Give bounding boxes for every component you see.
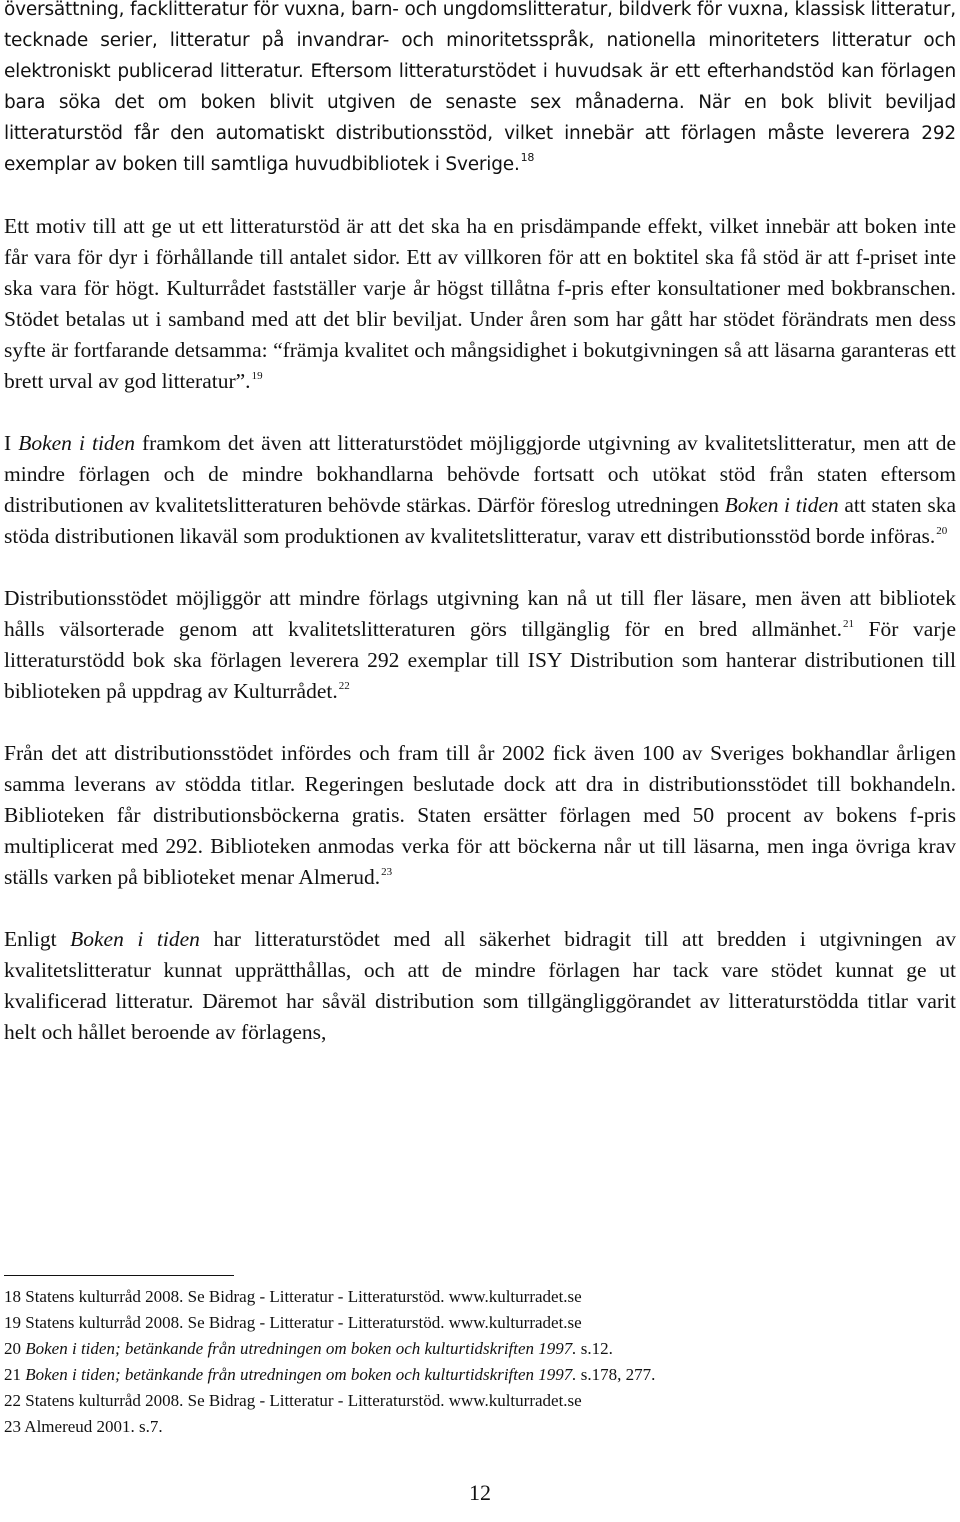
text-run: Enligt (4, 927, 71, 951)
footnote-ref: 19 (251, 370, 263, 382)
paragraph-5 (4, 738, 956, 893)
footnote-20 (4, 1336, 956, 1362)
paragraph-3 (4, 428, 956, 552)
footnote-23 (4, 1414, 956, 1440)
paragraph-2 (4, 211, 956, 397)
italic-title: Boken i tiden (70, 927, 200, 951)
paragraph-4 (4, 583, 956, 707)
italic-title: Boken i tiden; betänkande från utredningen om boken och kulturtidskriften 1997. (25, 1365, 577, 1384)
text-run: För varje litteraturstödd bok ska förlagen leverera 292 exemplar till ISY Distribution som hanterar distributionen till biblioteken på uppdrag av Kulturrådet. (4, 617, 956, 703)
text-run: 23 Almereud 2001. s.7. (4, 1417, 163, 1436)
footnote-ref: 21 (842, 618, 854, 630)
footnote-separator (4, 1275, 234, 1276)
text-run: s.12. (576, 1339, 613, 1358)
document-page (4, 0, 956, 1079)
footnote-ref: 22 (338, 680, 350, 692)
text-run: Distributionsstödet möjliggör att mindre förlags utgivning kan nå ut till fler läsare, men även att bibliotek hålls välsorterade genom att kvalitetslitteraturen görs tillgänglig för en bred allmänhet. (4, 586, 956, 641)
text-run: 20 (4, 1339, 26, 1358)
text-run: har litteraturstödet med all säkerhet bidragit till att bredden i utgivningen av kvalitetslitteratur kunnat upprätthållas, och att de mindre förlagen har tack vare stödet kunnat ge ut kvalificerad litteratur. Däremot har såväl distribution som tillgängliggörandet av litteraturstödda titlar varit helt och hållet beroende av förlagens, (4, 927, 956, 1044)
text-run: 22 Statens kulturråd 2008. Se Bidrag - Litteratur - Litteraturstöd. www.kulturradet.se (4, 1391, 582, 1410)
italic-title: Boken i tiden; betänkande från utredningen om boken och kulturtidskriften 1997. (25, 1339, 577, 1358)
text-run: översättning, facklitteratur för vuxna, barn- och ungdomslitteratur, bildverk för vuxna, klassisk litteratur, tecknade serier, litteratur på invandrar- och minoritetsspråk, nationella minoriteters litteratur och elektroniskt publicerad litteratur. Eftersom litteraturstödet i huvudsak är ett efterhandstöd kan förlagen bara söka det om boken blivit utgiven de senaste sex månaderna. När en bok blivit beviljad litteraturstöd får den automatiskt distributionsstöd, vilket innebär att förlagen måste leverera 292 exemplar av boken till samtliga huvudbibliotek i Sverige. (4, 0, 956, 175)
footnote-ref: 20 (936, 525, 948, 537)
text-run: 18 Statens kulturråd 2008. Se Bidrag - Litteratur - Litteraturstöd. www.kulturradet.se (4, 1287, 582, 1306)
footnotes (4, 1275, 956, 1440)
footnote-18 (4, 1284, 956, 1310)
text-run: Ett motiv till att ge ut ett litteraturstöd är att det ska ha en prisdämpande effekt, vilket innebär att boken inte får vara för dyr i förhållande till antalet sidor. Ett av villkoren för att en boktitel ska få stöd är att f-priset inte ska vara för högt. Kulturrådet fastställer varje år högst tillåtna f-pris efter konsultationer med bokbranschen. Stödet betalas ut i samband med att det blir beviljat. Under åren som har gått har stödet förändrats men dess syfte är fortfarande detsamma: “främja kvalitet och mångsidighet i bokutgivningen så att läsarna garanteras ett brett urval av god litteratur”. (4, 214, 956, 393)
footnote-ref: 18 (520, 151, 535, 164)
footnote-21 (4, 1362, 956, 1388)
text-run: att staten ska stöda distributionen likaväl som produktionen av kvalitetslitteratur, varav ett distributionsstöd borde införas. (4, 493, 956, 548)
text-run: s.178, 277. (576, 1365, 656, 1384)
italic-title: Boken i tiden (724, 493, 839, 517)
footnote-ref: 23 (381, 866, 393, 878)
text-run: 19 Statens kulturråd 2008. Se Bidrag - Litteratur - Litteraturstöd. www.kulturradet.se (4, 1313, 582, 1332)
footnote-19 (4, 1310, 956, 1336)
page-number: 12 (469, 1480, 491, 1505)
footnote-22 (4, 1388, 956, 1414)
italic-title: Boken i tiden (18, 431, 135, 455)
text-run: 21 (4, 1365, 26, 1384)
paragraph-6 (4, 924, 956, 1048)
paragraph-1 (4, 0, 956, 180)
text-run: Från det att distributionsstödet infördes och fram till år 2002 fick även 100 av Sveriges bokhandlar årligen samma leverans av stödda titlar. Regeringen beslutade dock att dra in distributionsstödet till bokhandeln. Biblioteken får distributionsböckerna gratis. Staten ersätter förlagen med 50 procent av bokens f-pris multiplicerat med 292. Biblioteken anmodas verka för att böckerna når ut till läsarna, men inga övriga krav ställs varken på biblioteket menar Almerud. (4, 741, 956, 889)
text-run: I (4, 431, 19, 455)
text-run: framkom det även att litteraturstödet möjliggjorde utgivning av kvalitetslitteratur, men att de mindre förlagen och de mindre bokhandlarna behövde fortsatt och utökat stöd från staten eftersom distributionen av kvalitetslitteraturen behövde stärkas. Därför föreslog utredningen (4, 431, 956, 517)
